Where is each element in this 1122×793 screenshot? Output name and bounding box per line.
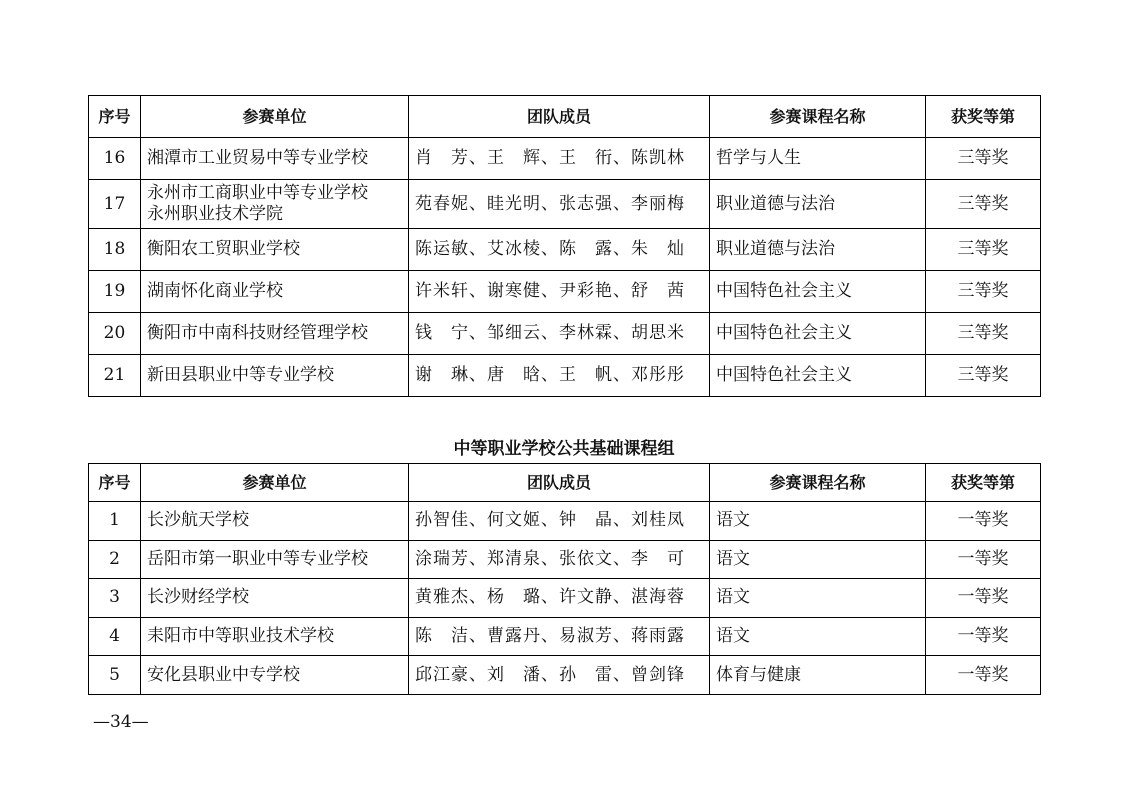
- row-no: 5: [89, 656, 141, 695]
- unit-name: 长沙航天学校: [147, 510, 249, 531]
- awards-table-continued: [88, 95, 1041, 397]
- header-no: 序号: [89, 464, 141, 502]
- unit-name-secondary: 永州职业技术学院: [147, 204, 283, 224]
- row-course: 语文: [710, 617, 926, 656]
- row-award: 三等奖: [926, 138, 1041, 180]
- table-row: [89, 313, 1041, 355]
- row-unit: [141, 579, 409, 618]
- table-row: [89, 579, 1041, 618]
- table-row: [89, 540, 1041, 579]
- row-no: 16: [89, 138, 141, 180]
- row-unit: [141, 313, 409, 355]
- row-unit: [141, 540, 409, 579]
- unit-name: 岳阳市第一职业中等专业学校: [147, 548, 368, 569]
- row-award: 一等奖: [926, 579, 1041, 618]
- header-members: 团队成员: [409, 464, 710, 502]
- table-row: [89, 180, 1041, 229]
- row-course: 语文: [710, 540, 926, 579]
- header-course: 参赛课程名称: [710, 96, 926, 138]
- row-course: 职业道德与法治: [710, 180, 926, 229]
- row-members: 陈 洁、曹露丹、易淑芳、蒋雨露: [409, 617, 710, 656]
- row-unit: [141, 617, 409, 656]
- header-members: 团队成员: [409, 96, 710, 138]
- row-members: 许米轩、谢寒健、尹彩艳、舒 茜: [409, 271, 710, 313]
- table-row: [89, 617, 1041, 656]
- row-award: 三等奖: [926, 180, 1041, 229]
- row-members: 涂瑞芳、郑清泉、张依文、李 可: [409, 540, 710, 579]
- unit-name: 衡阳市中南科技财经管理学校: [147, 323, 368, 343]
- row-course: 职业道德与法治: [710, 229, 926, 271]
- header-course: 参赛课程名称: [710, 464, 926, 502]
- unit-name: 衡阳农工贸职业学校: [147, 239, 300, 259]
- table-row: [89, 229, 1041, 271]
- row-members: 苑春妮、眭光明、张志强、李丽梅: [409, 180, 710, 229]
- row-award: 三等奖: [926, 229, 1041, 271]
- row-course: 哲学与人生: [710, 138, 926, 180]
- unit-name: 湖南怀化商业学校: [147, 281, 283, 301]
- row-unit: [141, 355, 409, 397]
- row-course: 中国特色社会主义: [710, 313, 926, 355]
- header-unit: 参赛单位: [141, 96, 409, 138]
- unit-name: 新田县职业中等专业学校: [147, 365, 334, 385]
- row-unit: [141, 180, 409, 229]
- row-members: 黄雅杰、杨 璐、许文静、湛海蓉: [409, 579, 710, 618]
- row-award: 一等奖: [926, 540, 1041, 579]
- row-no: 19: [89, 271, 141, 313]
- row-no: 4: [89, 617, 141, 656]
- row-course: 体育与健康: [710, 656, 926, 695]
- table-row: [89, 656, 1041, 695]
- table-header-row: [89, 96, 1041, 138]
- row-award: 一等奖: [926, 617, 1041, 656]
- row-unit: [141, 138, 409, 180]
- row-course: 中国特色社会主义: [710, 355, 926, 397]
- header-no: 序号: [89, 96, 141, 138]
- table-header-row: [89, 464, 1041, 502]
- row-members: 邱江豪、刘 潘、孙 雷、曾剑锋: [409, 656, 710, 695]
- row-unit: [141, 229, 409, 271]
- table-row: [89, 355, 1041, 397]
- table-row: [89, 271, 1041, 313]
- unit-name: 安化县职业中专学校: [147, 664, 300, 685]
- row-no: 17: [89, 180, 141, 229]
- header-award: 获奖等第: [926, 96, 1041, 138]
- header-award: 获奖等第: [926, 464, 1041, 502]
- row-unit: [141, 656, 409, 695]
- row-no: 3: [89, 579, 141, 618]
- row-unit: [141, 502, 409, 541]
- row-members: 孙智佳、何文姬、钟 晶、刘桂凤: [409, 502, 710, 541]
- row-no: 20: [89, 313, 141, 355]
- unit-name: 湘潭市工业贸易中等专业学校: [147, 148, 368, 168]
- awards-table-public-basic: [88, 463, 1041, 695]
- row-award: 一等奖: [926, 656, 1041, 695]
- row-no: 2: [89, 540, 141, 579]
- row-award: 三等奖: [926, 313, 1041, 355]
- row-members: 肖 芳、王 辉、王 衎、陈凯林: [409, 138, 710, 180]
- table-row: [89, 138, 1041, 180]
- unit-name: 耒阳市中等职业技术学校: [147, 626, 334, 647]
- section-title: 中等职业学校公共基础课程组: [453, 439, 675, 459]
- row-course: 语文: [710, 579, 926, 618]
- row-course: 中国特色社会主义: [710, 271, 926, 313]
- row-award: 三等奖: [926, 271, 1041, 313]
- row-no: 21: [89, 355, 141, 397]
- page-number: —34—: [93, 712, 149, 732]
- table-row: [89, 502, 1041, 541]
- unit-name: 永州市工商职业中等专业学校: [147, 183, 368, 203]
- row-members: 陈运敏、艾冰棱、陈 露、朱 灿: [409, 229, 710, 271]
- row-award: 三等奖: [926, 355, 1041, 397]
- row-no: 1: [89, 502, 141, 541]
- row-members: 谢 琳、唐 晗、王 帆、邓彤彤: [409, 355, 710, 397]
- row-members: 钱 宁、邹细云、李林霖、胡思米: [409, 313, 710, 355]
- unit-name: 长沙财经学校: [147, 587, 249, 608]
- row-no: 18: [89, 229, 141, 271]
- header-unit: 参赛单位: [141, 464, 409, 502]
- row-award: 一等奖: [926, 502, 1041, 541]
- row-course: 语文: [710, 502, 926, 541]
- row-unit: [141, 271, 409, 313]
